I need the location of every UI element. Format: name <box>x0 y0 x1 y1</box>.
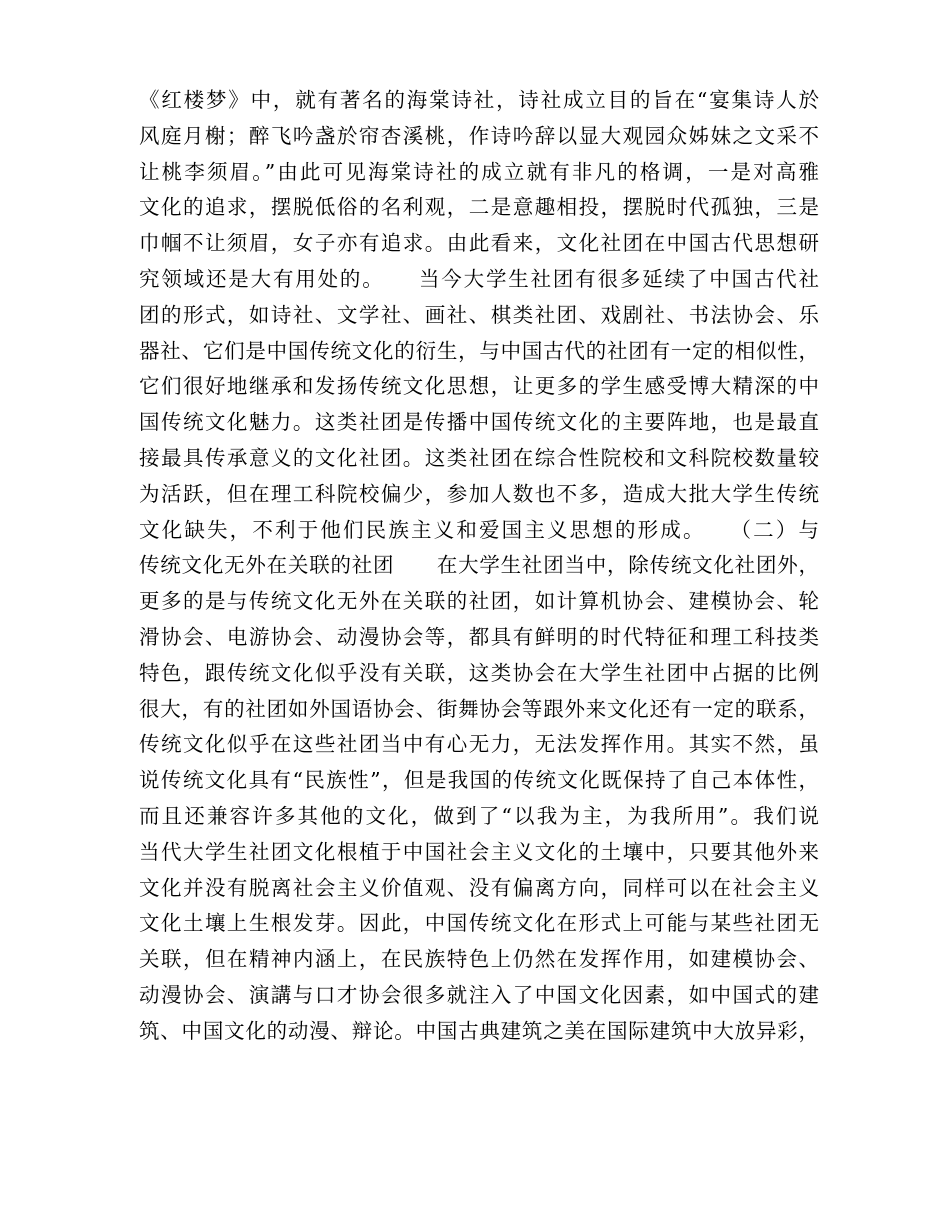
text-line: 文化土壤上生根发芽。因此，中国传统文化在形式上可能与某些社团无 <box>139 911 819 936</box>
text-line: 动漫协会、演講与口才协会很多就注入了中国文化因素，如中国式的建 <box>139 982 819 1007</box>
text-line: 当代大学生社团文化根植于中国社会主义文化的土壤中，只要其他外来 <box>139 839 819 864</box>
text-line: 为活跃，但在理工科院校偏少，参加人数也不多，造成大批大学生传统 <box>139 481 819 506</box>
text-line: 关联，但在精神内涵上，在民族特色上仍然在发挥作用，如建模协会、 <box>139 947 819 972</box>
text-line: 究领域还是大有用处的。 当今大学生社团有很多延续了中国古代社 <box>139 266 819 291</box>
text-line: 说传统文化具有“民族性”，但是我国的传统文化既保持了自己本体性， <box>139 768 819 793</box>
text-line: 风庭月榭；醉飞吟盏於帘杏溪桃，作诗吟辞以显大观园众姊妹之文采不 <box>139 123 819 148</box>
body-text <box>139 83 819 1050</box>
text-line: 更多的是与传统文化无外在关联的社团，如计算机协会、建模协会、轮 <box>139 589 819 614</box>
text-line: 传统文化无外在关联的社团 在大学生社团当中，除传统文化社团外， <box>139 553 819 578</box>
text-line: 国传统文化魅力。这类社团是传播中国传统文化的主要阵地，也是最直 <box>139 410 819 435</box>
text-line: 特色，跟传统文化似乎没有关联，这类协会在大学生社团中占据的比例 <box>139 660 819 685</box>
text-line: 文化的追求，摆脱低俗的名利观，二是意趣相投，摆脱时代孤独，三是 <box>139 195 819 220</box>
text-line: 让桃李须眉。”由此可见海棠诗社的成立就有非凡的格调，一是对高雅 <box>139 159 819 184</box>
text-line: 它们很好地继承和发扬传统文化思想，让更多的学生感受博大精深的中 <box>139 374 819 399</box>
text-line: 团的形式，如诗社、文学社、画社、棋类社团、戏剧社、书法协会、乐 <box>139 302 819 327</box>
text-line: 而且还兼容许多其他的文化，做到了“以我为主，为我所用”。我们说 <box>139 803 819 828</box>
text-line: 文化缺失，不利于他们民族主义和爱国主义思想的形成。 （二）与 <box>139 517 819 542</box>
text-line: 巾帼不让须眉，女子亦有追求。由此看来，文化社团在中国古代思想研 <box>139 231 819 256</box>
text-line: 接最具传承意义的文化社团。这类社团在综合性院校和文科院校数量较 <box>139 445 819 470</box>
text-line: 传统文化似乎在这些社团当中有心无力，无法发挥作用。其实不然，虽 <box>139 732 819 757</box>
text-line: 器社、它们是中国传统文化的衍生，与中国古代的社团有一定的相似性， <box>139 338 819 363</box>
text-line: 文化并没有脱离社会主义价值观、没有偏离方向，同样可以在社会主义 <box>139 875 819 900</box>
text-line: 很大，有的社团如外国语协会、街舞协会等跟外来文化还有一定的联系， <box>139 696 819 721</box>
text-line: 滑协会、电游协会、动漫协会等，都具有鲜明的时代特征和理工科技类 <box>139 624 819 649</box>
text-line: 《红楼梦》中，就有著名的海棠诗社，诗社成立目的旨在“宴集诗人於 <box>139 88 819 112</box>
text-line: 筑、中国文化的动漫、辩论。中国古典建筑之美在国际建筑中大放异彩， <box>139 1018 819 1043</box>
